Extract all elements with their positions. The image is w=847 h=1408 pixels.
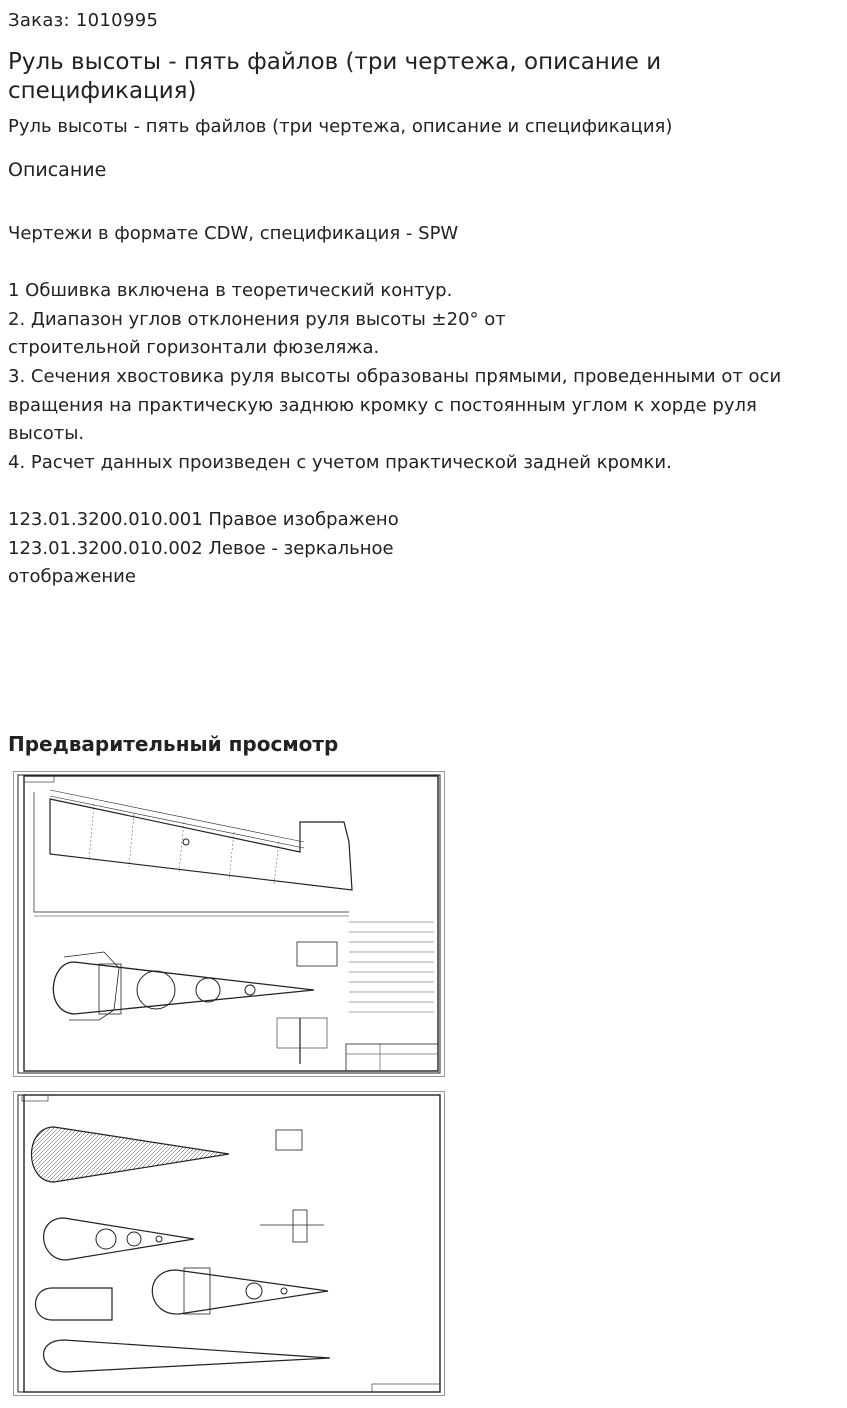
description-spacer xyxy=(8,477,836,506)
description-line: 123.01.3200.010.002 Левое - зеркальное xyxy=(8,537,394,559)
description-spacer xyxy=(8,249,836,278)
drawing-sheet-1-graphic xyxy=(14,772,444,1076)
drawing-sheet-2[interactable] xyxy=(13,1091,445,1396)
description-line: отображение xyxy=(8,566,136,588)
description-heading: Описание xyxy=(8,159,107,181)
drawing-sheet-1[interactable] xyxy=(13,771,445,1077)
description-line: строительной горизонтали фюзеляжа. xyxy=(8,337,380,359)
product-title: Руль высоты - пять файлов (три чертежа, описание и спецификация) xyxy=(8,49,662,104)
drawing-sheet-2-graphic xyxy=(14,1092,444,1395)
description-line: 123.01.3200.010.001 Правое изображено xyxy=(8,508,399,530)
description-line: 4. Расчет данных произведен с учетом практической задней кромки. xyxy=(8,451,672,473)
description-line: 3. Сечения хвостовика руля высоты образованы прямыми, проведенными от оси вращения на практическую заднюю кромку с постоянным углом к хорде руля высоты. xyxy=(8,365,782,445)
description-line: Чертежи в формате CDW, спецификация - SPW xyxy=(8,223,459,244)
product-subtitle: Руль высоты - пять файлов (три чертежа, описание и спецификация) xyxy=(8,116,673,137)
description-line: 1 Обшивка включена в теоретический контур. xyxy=(8,280,453,302)
description-line: 2. Диапазон углов отклонения руля высоты ±20° от xyxy=(8,308,506,330)
order-number: Заказ: 1010995 xyxy=(8,10,159,31)
preview-heading: Предварительный просмотр xyxy=(8,732,339,756)
description-body xyxy=(8,220,836,592)
